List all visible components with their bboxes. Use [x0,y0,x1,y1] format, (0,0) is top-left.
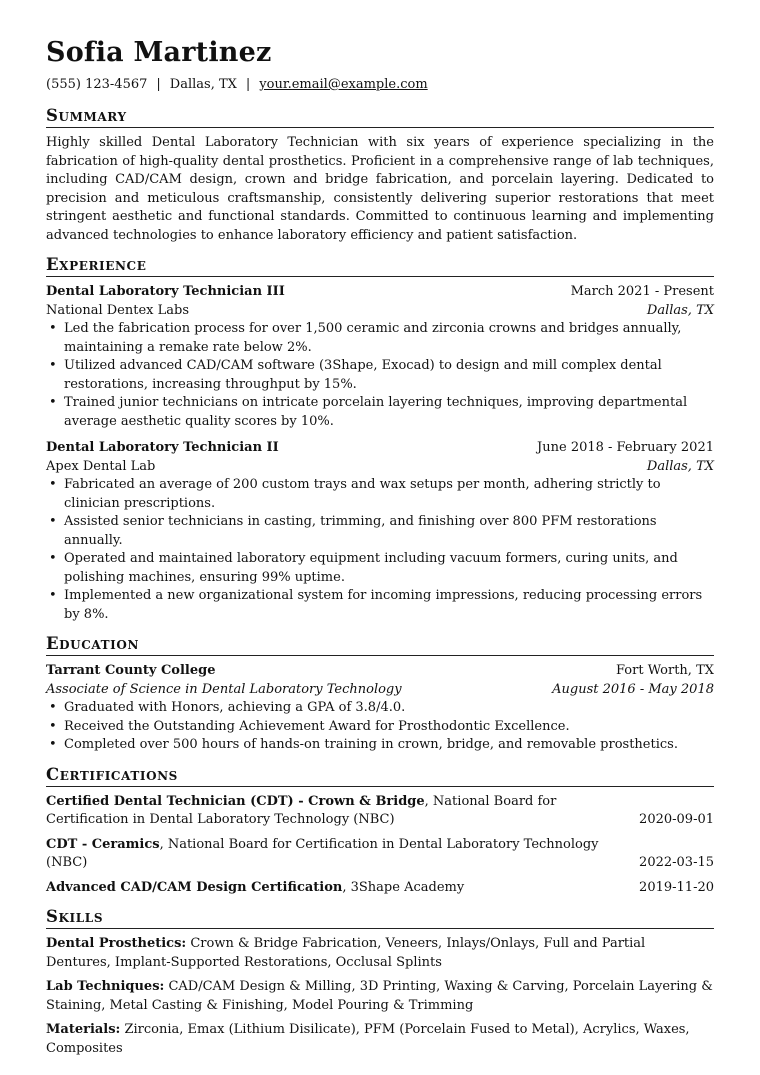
education-section [46,634,714,755]
bullet-item: • Trained junior technicians on intricate porcelain layering techniques, improving departmental average aesthetic quality scores by 10%. [46,394,714,431]
skills-section [46,907,714,1058]
certification-entry [46,879,714,898]
certification-date: 2019-11-20 [639,879,714,895]
school-location: Fort Worth, TX [615,663,714,678]
skill-text: Crown & Bridge Fabrication, Veneers, Inlays/Onlays, Full and Partial Dentures, Implant-Supported Restorations, Occlusal Splints [46,936,646,970]
certification-name: Certified Dental Technician (CDT) - Crown & Bridge [46,793,425,809]
section-title-summary: Summary [46,106,714,128]
bullet-item: • Operated and maintained laboratory equipment including vacuum formers, curing units, and polishing machines, ensuring 99% uptime. [46,550,714,587]
job-bullets [46,320,714,431]
skill-label: Dental Prosthetics: [46,936,187,951]
job-company: National Dentex Labs [46,302,189,318]
job-entry [46,439,714,624]
bullet-item: • Received the Outstanding Achievement Award for Prosthodontic Excellence. [46,718,714,737]
bullet-item: • Graduated with Honors, achieving a GPA of 3.8/4.0. [46,699,714,718]
certification-date: 2022-03-15 [639,855,714,870]
certification-issuer: , 3Shape Academy [342,879,465,895]
certification-entry [46,793,714,830]
skill-label: Materials: [46,1022,121,1037]
bullet-item: • Led the fabrication process for over 1,500 ceramic and zirconia crowns and bridges annually, maintaining a remake rate below 2%. [46,320,714,357]
job-entry [46,283,714,431]
skill-label: Lab Techniques: [46,979,165,994]
job-location: Dallas, TX [646,458,714,474]
section-title-experience: Experience [46,255,714,277]
bullet-item: • Fabricated an average of 200 custom trays and wax setups per month, adhering strictly to clinician prescriptions. [46,476,714,513]
certification-entry [46,836,714,873]
section-title-education: Education [46,634,714,656]
skill-entry [46,978,714,1015]
job-title: Dental Laboratory Technician II [46,440,279,455]
certification-date: 2020-09-01 [639,812,714,827]
contact-location: Dallas, TX [169,77,237,92]
certifications-section [46,765,714,898]
section-title-skills: Skills [46,907,714,929]
name-heading: Sofia Martinez [46,37,272,68]
bullet-item: • Implemented a new organizational system for incoming impressions, reducing processing errors by 8%. [46,587,714,624]
bullet-item: • Utilized advanced CAD/CAM software (3Shape, Exocad) to design and mill complex dental restorations, increasing throughput by 15%. [46,357,714,394]
skill-entry [46,1021,714,1058]
certification-name: CDT - Ceramics [46,836,160,852]
contact-separator: | [245,77,251,92]
job-bullets [46,476,714,624]
certification-name: Advanced CAD/CAM Design Certification [46,879,343,895]
job-title: Dental Laboratory Technician III [46,284,285,299]
education-bullets [46,699,714,755]
bullet-item: • Assisted senior technicians in casting, trimming, and finishing over 800 PFM restorations annually. [46,513,714,550]
certification-issuer: , National Board for Certification in Dental Laboratory Technology (NBC) [46,793,557,827]
job-company: Apex Dental Lab [46,458,156,474]
job-location: Dallas, TX [646,302,714,318]
school-name: Tarrant County College [46,663,216,678]
job-dates: March 2021 - Present [570,284,714,299]
certification-issuer: , National Board for Certification in Dental Laboratory Technology (NBC) [46,836,599,870]
skill-entry [46,935,714,972]
degree-name: Associate of Science in Dental Laboratory Technology [46,681,402,697]
experience-section [46,255,714,624]
summary-text: Highly skilled Dental Laboratory Technician with six years of experience specializing in the fabrication of high-quality dental prosthetics. Proficient in a comprehensive range of lab techniques, including CAD/CAM design, crown and bridge fabrication, and porcelain layering. Dedicated to precision and meticulous craftsmanship, consistently delivering superior restorations that meet stringent aesthetic and functional standards. Committed to continuous learning and implementing advanced technologies to enhance laboratory efficiency and patient satisfaction. [46,135,714,243]
contact-line [46,76,714,94]
bullet-item: • Completed over 500 hours of hands-on training in crown, bridge, and removable prosthetics. [46,736,714,755]
contact-separator: | [156,77,161,92]
skill-text: CAD/CAM Design & Milling, 3D Printing, Waxing & Carving, Porcelain Layering & Staining, Metal Casting & Finishing, Model Pouring & Trimming [46,979,713,1013]
email-link[interactable]: your.email@example.com [259,77,428,92]
section-title-certifications: Certifications [46,765,714,787]
phone-number: (555) 123-4567 [46,77,148,92]
job-dates: June 2018 - February 2021 [537,440,714,455]
education-dates: August 2016 - May 2018 [552,681,714,697]
skill-text: Zirconia, Emax (Lithium Disilicate), PFM (Porcelain Fused to Metal), Acrylics, Waxes, Composites [46,1022,690,1056]
summary-section [46,106,714,245]
